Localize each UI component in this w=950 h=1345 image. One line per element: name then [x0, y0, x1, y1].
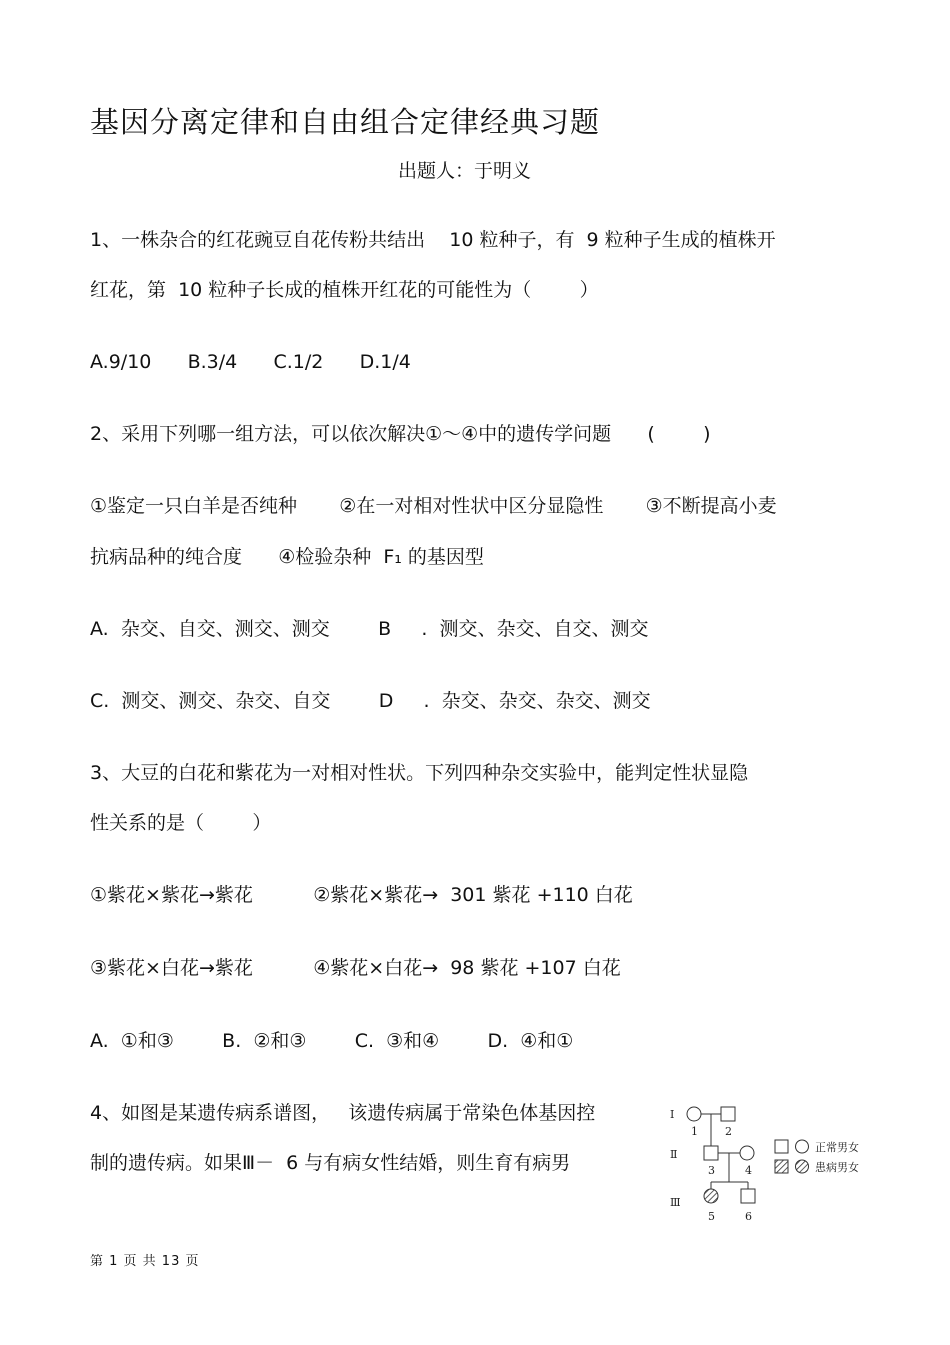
question-1-line-2: 红花，第 10 粒种子长成的植株开红花的可能性为（ ） — [90, 279, 599, 301]
page-footer: 第 1 页 共 13 页 — [90, 1254, 200, 1269]
question-3-items-line-2: ③紫花×白花→紫花 ④紫花×白花→ 98 紫花 +107 白花 — [90, 957, 621, 979]
legend-normal-male — [775, 1140, 788, 1153]
question-1-options: A.9/10 B.3/4 C.1/2 D.1/4 — [90, 351, 411, 373]
legend-affected-male — [775, 1160, 788, 1173]
legend-affected-label: 患病男女 — [815, 1161, 859, 1174]
id-6: 6 — [745, 1210, 752, 1223]
individual-i-2-normal-male — [721, 1107, 735, 1121]
individual-ii-4-normal-female — [740, 1146, 754, 1160]
individual-i-1-normal-female — [687, 1107, 701, 1121]
individual-iii-6-normal-male — [741, 1189, 755, 1203]
question-3-line-2: 性关系的是（ ） — [90, 812, 272, 834]
id-2: 2 — [725, 1125, 732, 1138]
legend-normal-female — [796, 1140, 809, 1153]
id-5: 5 — [708, 1210, 715, 1223]
question-2-options-cd: C. 测交、测交、杂交、自交 D . 杂交、杂交、杂交、测交 — [90, 690, 651, 712]
document-title: 基因分离定律和自由组合定律经典习题 — [90, 105, 601, 139]
question-1-line-1: 1、一株杂合的红花豌豆自花传粉共结出 10 粒种子，有 9 粒种子生成的植株开 — [90, 229, 776, 251]
individual-ii-3-normal-male — [704, 1146, 718, 1160]
id-4: 4 — [745, 1164, 752, 1177]
question-4-line-2: 制的遗传病。如果Ⅲ－ 6 与有病女性结婚，则生育有病男 — [90, 1152, 571, 1174]
question-2-items-line-1: ①鉴定一只白羊是否纯种 ②在一对相对性状中区分显隐性 ③不断提高小麦 — [90, 495, 777, 517]
pedigree-chart — [664, 1098, 864, 1226]
question-4-line-1: 4、如图是某遗传病系谱图， 该遗传病属于常染色体基因控 — [90, 1102, 596, 1124]
individual-iii-5-affected-female — [704, 1189, 718, 1203]
author-line: 出题人：于明义 — [398, 160, 532, 182]
legend-normal-label: 正常男女 — [815, 1141, 859, 1154]
question-3-line-1: 3、大豆的白花和紫花为一对相对性状。下列四种杂交实验中，能判定性状显隐 — [90, 762, 749, 784]
generation-3-label: Ⅲ — [670, 1196, 681, 1209]
id-1: 1 — [691, 1125, 698, 1138]
legend-affected-female — [796, 1160, 809, 1173]
question-2-items-line-2: 抗病品种的纯合度 ④检验杂种 F₁ 的基因型 — [90, 546, 484, 568]
question-2-stem: 2、采用下列哪一组方法，可以依次解决①～④中的遗传学问题 ( ) — [90, 423, 711, 445]
generation-2-label: Ⅱ — [670, 1148, 678, 1161]
question-2-options-ab: A. 杂交、自交、测交、测交 B . 测交、杂交、自交、测交 — [90, 618, 649, 640]
question-3-options: A. ①和③ B. ②和③ C. ③和④ D. ④和① — [90, 1030, 574, 1052]
question-3-items-line-1: ①紫花×紫花→紫花 ②紫花×紫花→ 301 紫花 +110 白花 — [90, 884, 633, 906]
id-3: 3 — [708, 1164, 715, 1177]
generation-1-label: Ⅰ — [670, 1108, 675, 1121]
